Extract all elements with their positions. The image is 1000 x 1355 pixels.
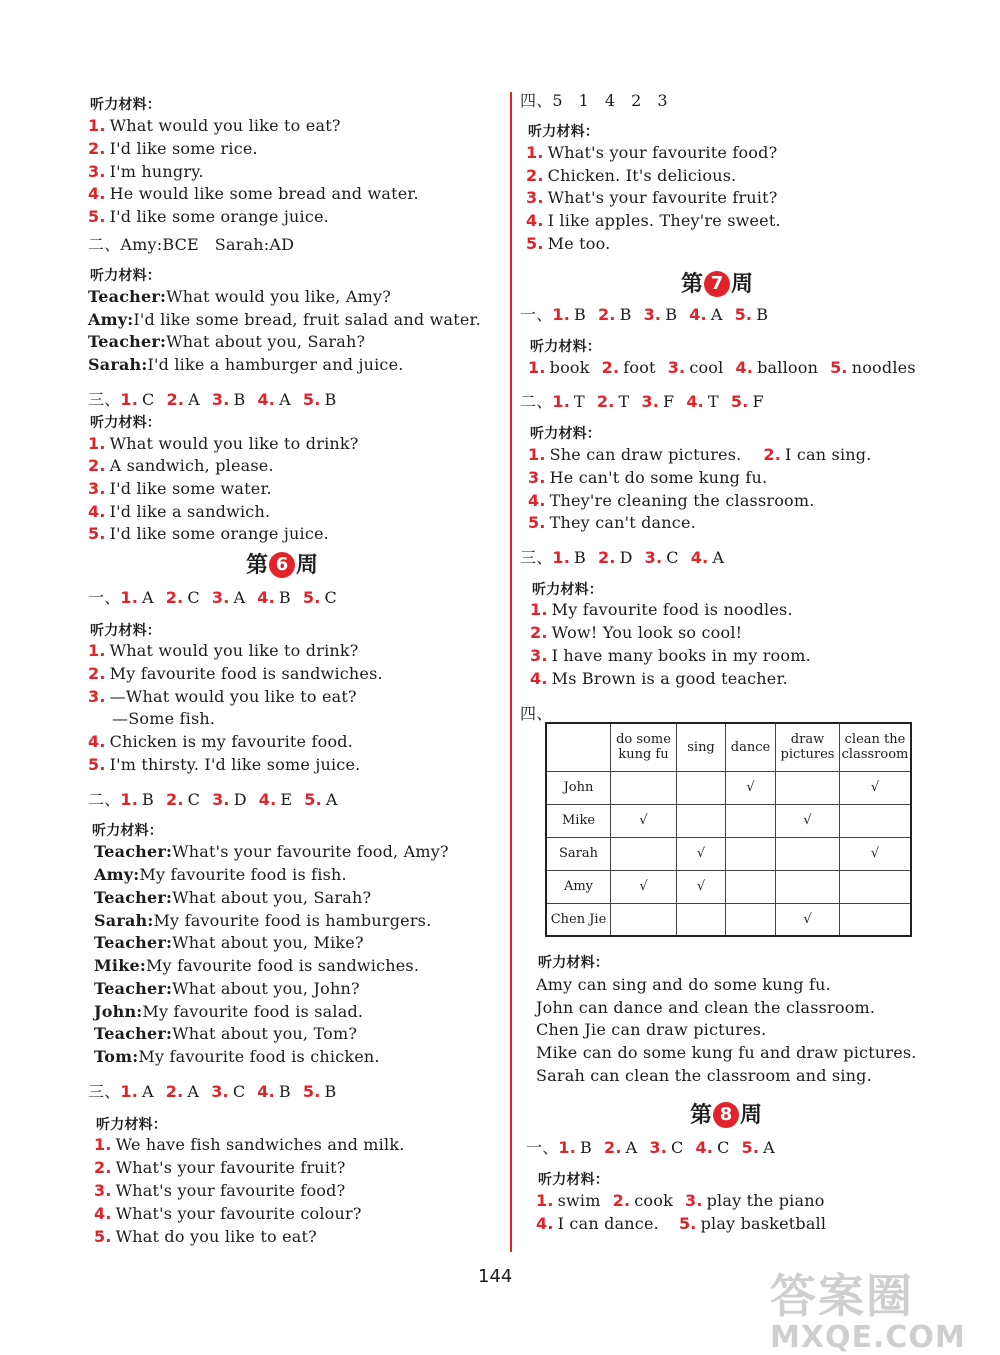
activity-table — [545, 722, 912, 937]
table-cell — [726, 837, 776, 870]
section-answer: 三、1. B 2. D 3. C 4. A — [520, 548, 725, 567]
list-item: 2. I'd like some rice. — [88, 139, 258, 158]
list-item: 4. I can dance. 5. play basketball — [536, 1214, 827, 1233]
section-answer: 一、1. A 2. C 3. A 4. B 5. C — [88, 588, 337, 607]
section-answer: 四、5 1 4 2 3 — [520, 91, 668, 110]
list-item: 1. She can draw pictures. 2. I can sing. — [528, 445, 872, 464]
list-item: 3. What's your favourite food? — [94, 1181, 346, 1200]
week-heading: 第 8 周 — [690, 1102, 763, 1128]
table-cell — [611, 837, 677, 870]
table-cell: √ — [776, 804, 840, 837]
section-answer: 三、1. A 2. A 3. C 4. B 5. B — [88, 1082, 337, 1101]
table-row — [546, 771, 911, 804]
section-answer: 二、1. T 2. T 3. F 4. T 5. F — [520, 392, 764, 411]
table-header-row — [546, 723, 911, 771]
list-item: Amy can sing and do some kung fu. — [536, 975, 831, 994]
table-cell: √ — [611, 870, 677, 903]
table-cell: Chen Jie — [546, 903, 611, 936]
table-header: sing — [677, 723, 726, 771]
list-item: 5. They can't dance. — [528, 513, 696, 532]
table-cell: √ — [840, 837, 912, 870]
table-cell: Sarah — [546, 837, 611, 870]
table-cell: Amy — [546, 870, 611, 903]
dialogue-line: Amy:My favourite food is fish. — [94, 865, 347, 884]
watermark-domain: MXQE.COM — [770, 1320, 966, 1355]
word-list: 1. book 2. foot 3. cool 4. balloon 5. noodles — [528, 358, 916, 377]
dialogue-line: Teacher:What about you, Tom? — [94, 1024, 358, 1043]
listening-label: 听力材料： — [96, 1117, 167, 1133]
list-item: 5. Me too. — [526, 234, 611, 253]
table-header — [546, 723, 611, 771]
dialogue-line: Amy:I'd like some bread, fruit salad and water. — [88, 310, 481, 329]
list-item: 4. Chicken is my favourite food. — [88, 732, 354, 751]
listening-label: 听力材料： — [530, 426, 601, 442]
table-cell — [726, 804, 776, 837]
week-heading: 第 6 周 — [246, 552, 319, 578]
list-item: 1. What's your favourite food? — [526, 143, 778, 162]
list-item: 1. My favourite food is noodles. — [530, 600, 793, 619]
list-item: 2. A sandwich, please. — [88, 456, 274, 475]
table-row — [546, 837, 911, 870]
table-cell: √ — [726, 771, 776, 804]
list-item: 5. I'd like some orange juice. — [88, 524, 329, 543]
list-item: 2. My favourite food is sandwiches. — [88, 664, 383, 683]
listening-label: 听力材料： — [538, 1172, 609, 1188]
dialogue-line: Teacher:What's your favourite food, Amy? — [94, 842, 449, 861]
section-answer: 一、1. B 2. B 3. B 4. A 5. B — [520, 305, 769, 324]
table-cell — [776, 771, 840, 804]
page-number: 144 — [478, 1266, 513, 1287]
list-item: 4. He would like some bread and water. — [88, 184, 419, 203]
list-item: 4. What's your favourite colour? — [94, 1204, 362, 1223]
dialogue-line: Teacher:What would you like, Amy? — [88, 287, 391, 306]
list-item: 1. What would you like to drink? — [88, 641, 359, 660]
column-divider — [510, 92, 512, 1252]
listening-label: 听力材料： — [530, 339, 601, 355]
table-cell — [840, 903, 912, 936]
table-header: draw pictures — [776, 723, 840, 771]
list-item: 4. I'd like a sandwich. — [88, 502, 271, 521]
section-answer: 二、Amy:BCE Sarah:AD — [88, 235, 295, 254]
list-item: 1. What would you like to drink? — [88, 434, 359, 453]
dialogue-line: Tom:My favourite food is chicken. — [94, 1047, 380, 1066]
listening-label: 听力材料： — [92, 823, 163, 839]
table-header: do some kung fu — [611, 723, 677, 771]
list-item: 2. Wow! You look so cool! — [530, 623, 743, 642]
watermark — [770, 1260, 966, 1355]
list-item: 1. swim 2. cook 3. play the piano — [536, 1191, 825, 1210]
list-item: —Some fish. — [112, 709, 216, 728]
list-item: 1. What would you like to eat? — [88, 116, 341, 135]
table-row — [546, 804, 911, 837]
dialogue-line: Teacher:What about you, John? — [94, 979, 360, 998]
list-item: 3. He can't do some kung fu. — [528, 468, 768, 487]
table-cell — [776, 837, 840, 870]
list-item: 4. I like apples. They're sweet. — [526, 211, 781, 230]
section-label: 四、 — [520, 704, 553, 723]
listening-label: 听力材料： — [538, 955, 609, 971]
list-item: 5. I'm thirsty. I'd like some juice. — [88, 755, 361, 774]
dialogue-line: Teacher:What about you, Mike? — [94, 933, 364, 952]
listening-label: 听力材料： — [90, 623, 161, 639]
list-item: 5. I'd like some orange juice. — [88, 207, 329, 226]
dialogue-line: Teacher:What about you, Sarah? — [94, 888, 372, 907]
table-cell — [840, 870, 912, 903]
table-row — [546, 903, 911, 936]
list-item: 3. I'm hungry. — [88, 162, 204, 181]
list-item: Sarah can clean the classroom and sing. — [536, 1066, 872, 1085]
list-item: 3. I have many books in my room. — [530, 646, 811, 665]
dialogue-line: Mike:My favourite food is sandwiches. — [94, 956, 420, 975]
dialogue-line: Sarah:I'd like a hamburger and juice. — [88, 355, 404, 374]
table-cell — [677, 804, 726, 837]
table-row — [546, 870, 911, 903]
table-cell — [677, 771, 726, 804]
table-cell — [840, 804, 912, 837]
table-header: dance — [726, 723, 776, 771]
section-answer: 二、1. B 2. C 3. D 4. E 5. A — [88, 790, 338, 809]
listening-label: 听力材料： — [90, 415, 161, 431]
table-cell: √ — [677, 870, 726, 903]
week-heading: 第 7 周 — [681, 271, 754, 297]
table-cell — [726, 870, 776, 903]
list-item: 3. —What would you like to eat? — [88, 687, 357, 706]
list-item: Chen Jie can draw pictures. — [536, 1020, 767, 1039]
table-cell — [776, 870, 840, 903]
dialogue-line: John:My favourite food is salad. — [94, 1002, 364, 1021]
list-item: 2. Chicken. It's delicious. — [526, 166, 737, 185]
listening-label: 听力材料： — [90, 268, 161, 284]
list-item: 2. What's your favourite fruit? — [94, 1158, 346, 1177]
list-item: 4. Ms Brown is a good teacher. — [530, 669, 788, 688]
section-answer: 一、1. B 2. A 3. C 4. C 5. A — [526, 1138, 775, 1157]
watermark-chinese: 答案圈 — [770, 1269, 914, 1323]
list-item: 1. We have fish sandwiches and milk. — [94, 1135, 405, 1154]
listening-label: 听力材料： — [528, 124, 599, 140]
listening-label: 听力材料： — [532, 582, 603, 598]
table-cell — [726, 903, 776, 936]
table-cell: Mike — [546, 804, 611, 837]
list-item: 3. What's your favourite fruit? — [526, 188, 778, 207]
table-header: clean the classroom — [840, 723, 912, 771]
table-cell: √ — [776, 903, 840, 936]
table-cell: √ — [611, 804, 677, 837]
table-cell: John — [546, 771, 611, 804]
list-item: 3. I'd like some water. — [88, 479, 272, 498]
table-cell — [611, 771, 677, 804]
listening-label: 听力材料： — [90, 97, 161, 113]
table-cell: √ — [677, 837, 726, 870]
list-item: 4. They're cleaning the classroom. — [528, 491, 815, 510]
table-cell: √ — [840, 771, 912, 804]
table-cell — [611, 903, 677, 936]
table-cell — [677, 903, 726, 936]
list-item: 5. What do you like to eat? — [94, 1227, 317, 1246]
list-item: Mike can do some kung fu and draw pictures. — [536, 1043, 917, 1062]
dialogue-line: Sarah:My favourite food is hamburgers. — [94, 911, 432, 930]
section-answer: 三、1. C 2. A 3. B 4. A 5. B — [88, 390, 337, 409]
list-item: John can dance and clean the classroom. — [536, 998, 876, 1017]
dialogue-line: Teacher:What about you, Sarah? — [88, 332, 366, 351]
